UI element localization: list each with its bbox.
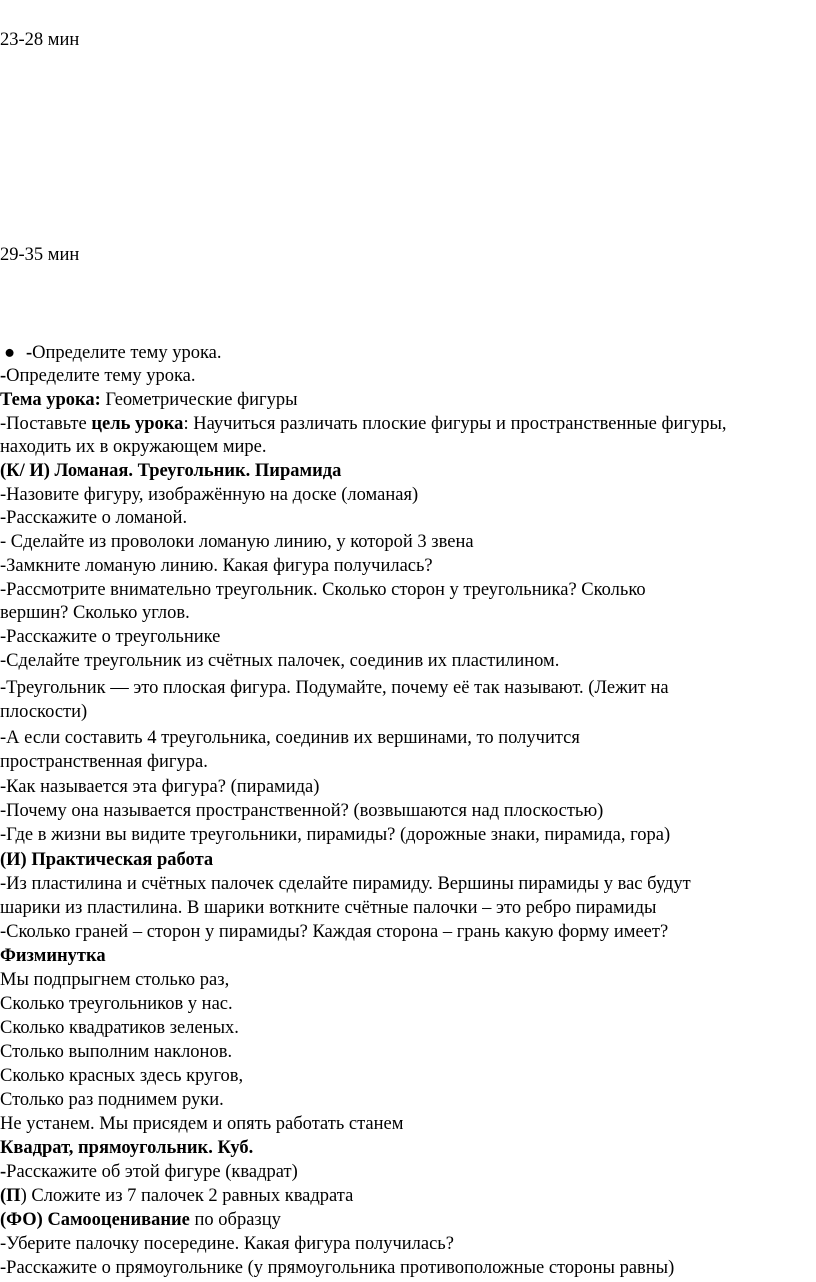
text-line: (ФО) Самооценивание по образцу [0, 1210, 281, 1230]
poem-line: Мы подпрыгнем столько раз, [0, 970, 230, 990]
text-line: -Назовите фигуру, изображённую на доске (ломаная) [0, 485, 419, 505]
text-line: -Где в жизни вы видите треугольники, пирамиды? (дорожные знаки, пирамида, гора) [0, 825, 671, 845]
text-line: -А если составить 4 треугольника, соединив их вершинами, то получится [0, 728, 580, 748]
text-line: -Определите тему урока. [0, 366, 196, 386]
poem-line: Столько выполним наклонов. [0, 1042, 233, 1062]
text-line: пространственная фигура. [0, 752, 208, 772]
poem-line: Не устанем. Мы присядем и опять работать станем [0, 1114, 404, 1134]
text-line: -Из пластилина и счётных палочек сделайте пирамиду. Вершины пирамиды у вас будут [0, 874, 691, 894]
text-line: (П) Сложите из 7 палочек 2 равных квадрата [0, 1186, 354, 1206]
lesson-topic: Тема урока: Геометрические фигуры [0, 390, 298, 410]
section-heading: Физминутка [0, 946, 106, 966]
text-line: -Расскажите о ломаной. [0, 508, 188, 528]
poem-line: Сколько треугольников у нас. [0, 994, 233, 1014]
time-range-1: 23-28 мин [0, 30, 80, 50]
poem-line: Сколько красных здесь кругов, [0, 1066, 244, 1086]
poem-line: Сколько квадратиков зеленых. [0, 1018, 239, 1038]
text-line: -Рассмотрите внимательно треугольник. Сколько сторон у треугольника? Сколько [0, 580, 646, 600]
text-line: -Расскажите о треугольнике [0, 627, 221, 647]
section-heading: (И) Практическая работа [0, 850, 214, 870]
bullet-icon: ● [4, 343, 16, 363]
text-line: -Сделайте треугольник из счётных палочек, соединив их пластилином. [0, 651, 560, 671]
text-line: -Треугольник — это плоская фигура. Подумайте, почему её так называют. (Лежит на [0, 678, 669, 698]
lesson-goal: -Поставьте цель урока: Научиться различать плоские фигуры и пространственные фигуры, [0, 414, 727, 434]
text-line: -Расскажите об этой фигуре (квадрат) [0, 1162, 298, 1182]
poem-line: Столько раз поднимем руки. [0, 1090, 224, 1110]
section-heading: Квадрат, прямоугольник. Куб. [0, 1138, 254, 1158]
text-line: - Сделайте из проволоки ломаную линию, у которой 3 звена [0, 532, 474, 552]
text-line: -Почему она называется пространственной? (возвышаются над плоскостью) [0, 801, 604, 821]
text-line: -Расскажите о прямоугольнике (у прямоугольника противоположные стороны равны) [0, 1258, 675, 1278]
section-heading: (К/ И) Ломаная. Треугольник. Пирамида [0, 461, 342, 481]
text-line: -Уберите палочку посередине. Какая фигура получилась? [0, 1234, 454, 1254]
text-line: находить их в окружающем мире. [0, 437, 267, 457]
text-line: -Как называется эта фигура? (пирамида) [0, 777, 320, 797]
text-line: -Сколько граней – сторон у пирамиды? Каждая сторона – грань какую форму имеет? [0, 922, 669, 942]
text-line: вершин? Сколько углов. [0, 603, 190, 623]
list-item: ● -Определите тему урока. [0, 341, 222, 365]
text-line: -Замкните ломаную линию. Какая фигура получилась? [0, 556, 433, 576]
text-line: шарики из пластилина. В шарики воткните счётные палочки – это ребро пирамиды [0, 898, 657, 918]
text-line: плоскости) [0, 702, 88, 722]
time-range-2: 29-35 мин [0, 245, 80, 265]
